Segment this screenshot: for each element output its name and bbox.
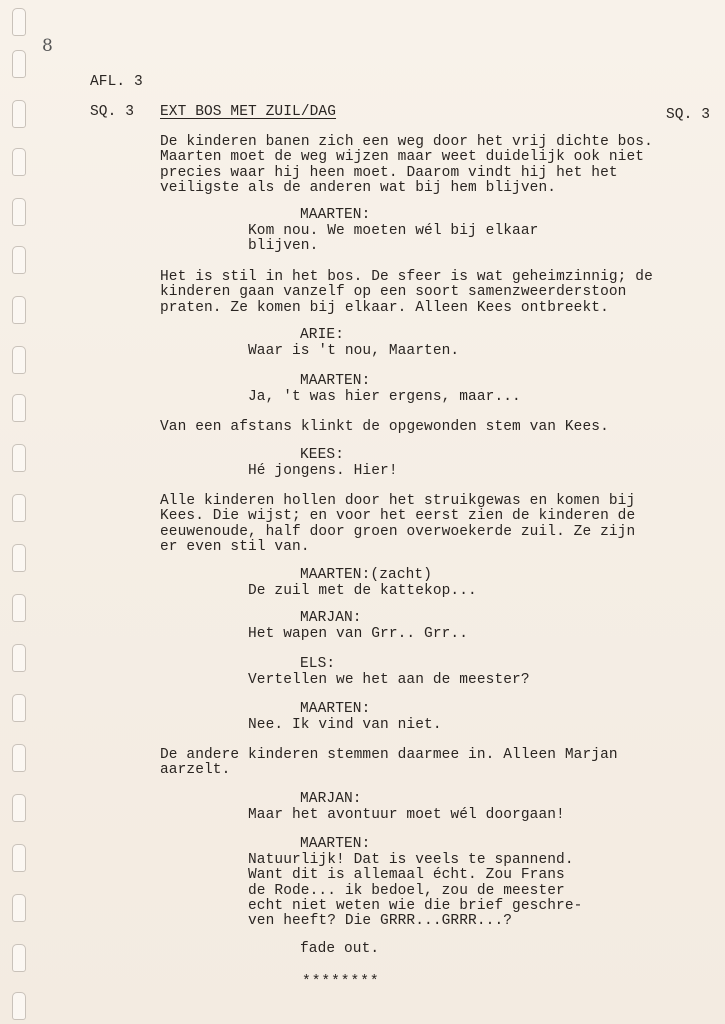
binder-hole	[12, 794, 26, 822]
character-name: MAARTEN:	[300, 373, 371, 389]
scene-heading: EXT BOS MET ZUIL/DAG	[160, 104, 337, 120]
binder-hole	[12, 992, 26, 1020]
dialogue-text: Het wapen van Grr.. Grr..	[248, 626, 469, 642]
sequence-label-right: SQ. 3	[666, 107, 711, 123]
dialogue-text: Vertellen we het aan de meester?	[248, 672, 530, 688]
binder-hole	[12, 346, 26, 374]
action-text: De andere kinderen stemmen daarmee in. Alleen Marjan aarzelt.	[160, 747, 618, 779]
sequence-label-left: SQ. 3	[90, 104, 135, 120]
character-name: KEES:	[300, 447, 345, 463]
action-text: Alle kinderen hollen door het struikgewas en komen bij Kees. Die wijst; en voor het eerst zien de kinderen de eeuwenoude, half door groen overwoekerde zuil. Ze zijn er even stil van.	[160, 493, 636, 555]
dialogue-text: Hé jongens. Hier!	[248, 463, 398, 479]
binder-hole	[12, 394, 26, 422]
character-name: MAARTEN:	[300, 701, 371, 717]
dialogue-text: Kom nou. We moeten wél bij elkaar blijven.	[248, 223, 539, 255]
handwritten-page-number: 8	[42, 36, 53, 56]
binder-hole	[12, 148, 26, 176]
binder-hole	[12, 594, 26, 622]
binder-hole	[12, 544, 26, 572]
end-marker: ********	[302, 974, 380, 990]
dialogue-text: Waar is 't nou, Maarten.	[248, 343, 460, 359]
character-name: ELS:	[300, 656, 336, 672]
binder-hole	[12, 844, 26, 872]
transition-text: fade out.	[300, 941, 380, 957]
dialogue-text: De zuil met de kattekop...	[248, 583, 477, 599]
character-name: MAARTEN:	[300, 207, 371, 223]
episode-label: AFL. 3	[90, 74, 143, 90]
dialogue-text: Natuurlijk! Dat is veels te spannend. Want dit is allemaal écht. Zou Frans de Rode... ik bedoel, zou de meester echt niet weten wie die brief geschre- ven heeft? Die GRRR...GRRR...?	[248, 852, 583, 930]
binder-hole	[12, 296, 26, 324]
binder-holes	[6, 0, 28, 1024]
binder-hole	[12, 50, 26, 78]
binder-hole	[12, 894, 26, 922]
binder-hole	[12, 494, 26, 522]
binder-hole	[12, 744, 26, 772]
binder-hole	[12, 444, 26, 472]
dialogue-text: Maar het avontuur moet wél doorgaan!	[248, 807, 565, 823]
character-name: MAARTEN:	[300, 836, 371, 852]
dialogue-text: Nee. Ik vind van niet.	[248, 717, 442, 733]
binder-hole	[12, 246, 26, 274]
action-text: Van een afstans klinkt de opgewonden stem van Kees.	[160, 419, 609, 435]
character-name: ARIE:	[300, 327, 345, 343]
binder-hole	[12, 8, 26, 36]
binder-hole	[12, 694, 26, 722]
dialogue-text: Ja, 't was hier ergens, maar...	[248, 389, 521, 405]
action-text: Het is stil in het bos. De sfeer is wat geheimzinnig; de kinderen gaan vanzelf op een soort samenzweerderstoon praten. Ze komen bij elkaar. Alleen Kees ontbreekt.	[160, 269, 653, 316]
binder-hole	[12, 100, 26, 128]
action-text: De kinderen banen zich een weg door het vrij dichte bos. Maarten moet de weg wijzen maar weet duidelijk ook niet precies waar hij heen moet. Daarom vindt hij het het veiligste als de anderen wat bij hem blijven.	[160, 134, 653, 196]
binder-hole	[12, 198, 26, 226]
character-name: MARJAN:	[300, 610, 362, 626]
binder-hole	[12, 944, 26, 972]
character-name: MAARTEN:(zacht)	[300, 567, 433, 583]
binder-hole	[12, 644, 26, 672]
character-name: MARJAN:	[300, 791, 362, 807]
